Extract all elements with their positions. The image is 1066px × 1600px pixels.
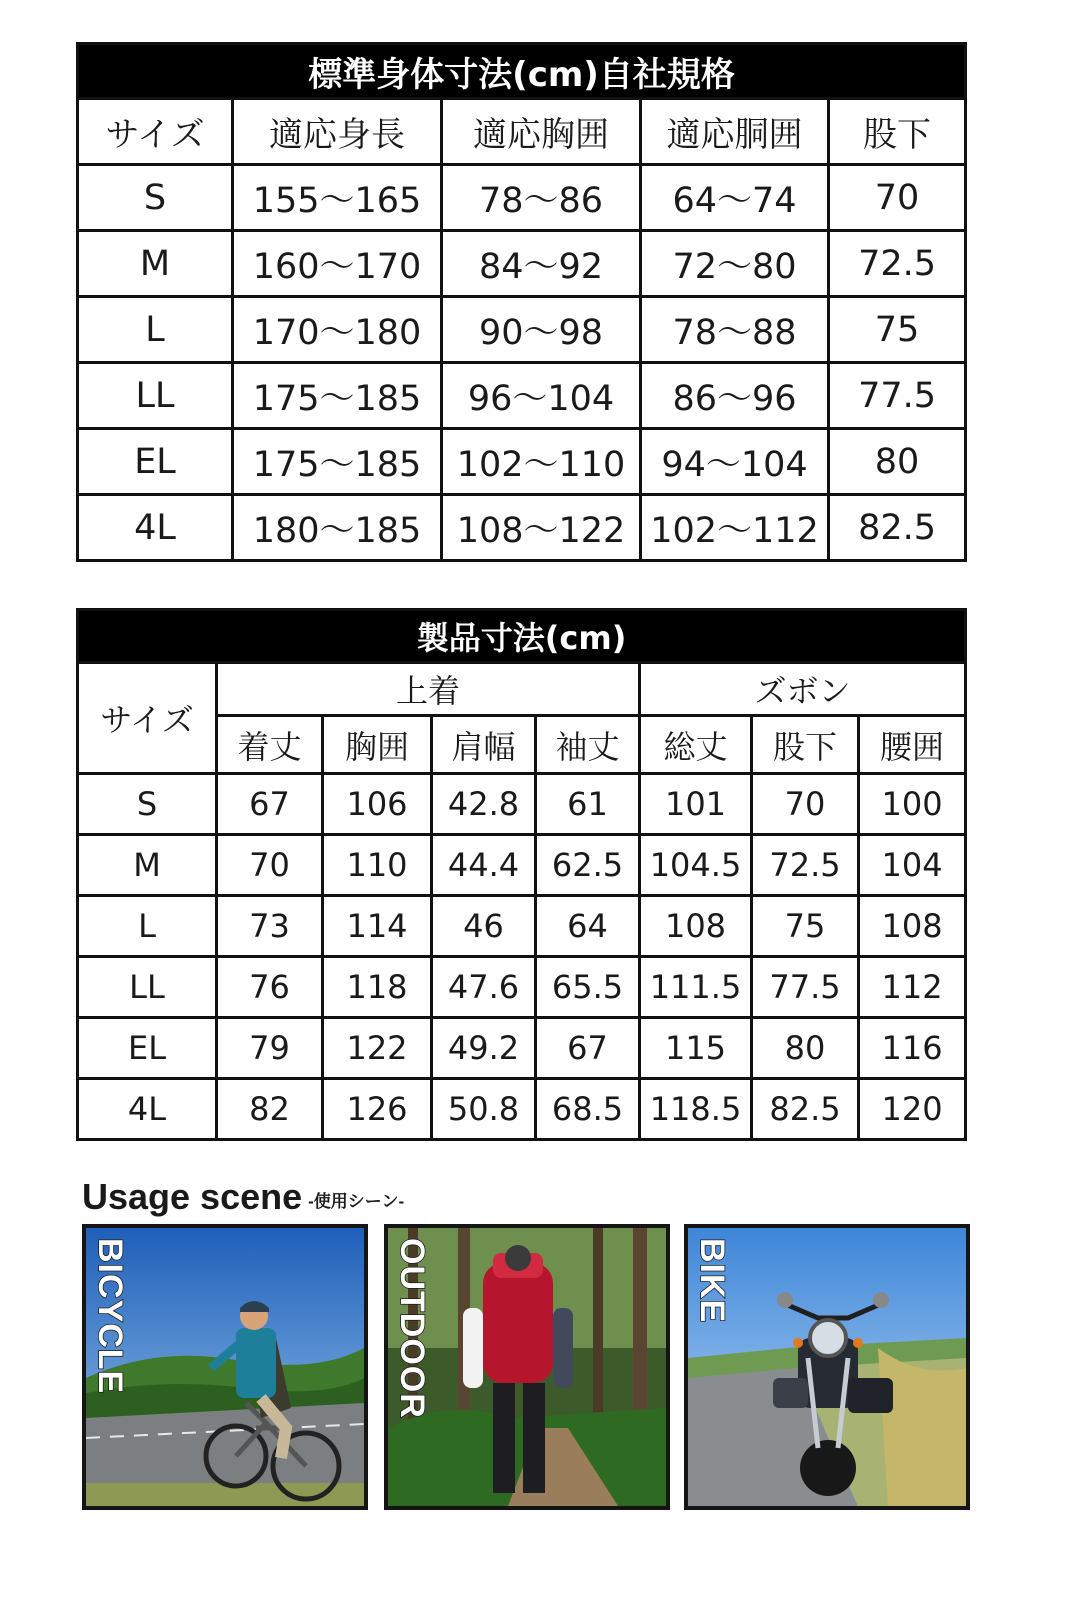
cell-size: LL — [78, 363, 233, 429]
header-size: サイズ — [78, 663, 217, 774]
cell-jacket-length: 82 — [217, 1079, 323, 1140]
table-row — [78, 835, 966, 896]
cell-total-length: 101 — [640, 774, 752, 835]
cell-chest: 122 — [323, 1018, 432, 1079]
table-row — [78, 429, 966, 495]
cell-inseam: 77.5 — [752, 957, 859, 1018]
cell-size: 4L — [78, 1079, 217, 1140]
header-chest: 適応胸囲 — [442, 99, 641, 165]
table-row — [78, 896, 966, 957]
cell-shoulder: 46 — [432, 896, 536, 957]
scene-label-bike: BIKE — [693, 1238, 731, 1324]
cell-height: 160～170 — [233, 231, 442, 297]
header-group-jacket: 上着 — [217, 663, 640, 716]
cell-inseam: 70 — [829, 165, 966, 231]
cell-waist: 94～104 — [641, 429, 829, 495]
cell-size: S — [78, 774, 217, 835]
cell-chest: 110 — [323, 835, 432, 896]
cell-sleeve: 62.5 — [536, 835, 640, 896]
cell-chest: 114 — [323, 896, 432, 957]
cell-sleeve: 68.5 — [536, 1079, 640, 1140]
table-row — [78, 297, 966, 363]
header-inseam: 股下 — [829, 99, 966, 165]
cell-chest: 90～98 — [442, 297, 641, 363]
header-size: サイズ — [78, 99, 233, 165]
header-chest: 胸囲 — [323, 716, 432, 774]
cell-height: 180～185 — [233, 495, 442, 561]
cell-size: EL — [78, 429, 233, 495]
cell-sleeve: 65.5 — [536, 957, 640, 1018]
header-hip: 腰囲 — [859, 716, 966, 774]
cell-size: EL — [78, 1018, 217, 1079]
cell-chest: 96～104 — [442, 363, 641, 429]
table-row — [78, 165, 966, 231]
cell-hip: 104 — [859, 835, 966, 896]
table-row — [78, 774, 966, 835]
cell-shoulder: 49.2 — [432, 1018, 536, 1079]
cell-jacket-length: 73 — [217, 896, 323, 957]
cell-chest: 84～92 — [442, 231, 641, 297]
cell-total-length: 108 — [640, 896, 752, 957]
body-size-table — [76, 42, 967, 562]
table-row — [78, 363, 966, 429]
cell-waist: 86～96 — [641, 363, 829, 429]
cell-inseam: 82.5 — [829, 495, 966, 561]
scene-outdoor — [384, 1224, 670, 1510]
cell-hip: 120 — [859, 1079, 966, 1140]
header-group-pants: ズボン — [640, 663, 966, 716]
body-size-table-title: 標準身体寸法(cm)自社規格 — [78, 44, 966, 99]
cell-size: L — [78, 297, 233, 363]
cell-shoulder: 42.8 — [432, 774, 536, 835]
cell-waist: 78～88 — [641, 297, 829, 363]
cell-sleeve: 67 — [536, 1018, 640, 1079]
header-jacket-length: 着丈 — [217, 716, 323, 774]
cell-chest: 108～122 — [442, 495, 641, 561]
cell-waist: 102～112 — [641, 495, 829, 561]
cell-chest: 118 — [323, 957, 432, 1018]
cell-inseam: 72.5 — [752, 835, 859, 896]
header-shoulder: 肩幅 — [432, 716, 536, 774]
cell-size: LL — [78, 957, 217, 1018]
header-height: 適応身長 — [233, 99, 442, 165]
cell-chest: 102～110 — [442, 429, 641, 495]
cell-inseam: 75 — [829, 297, 966, 363]
cell-total-length: 115 — [640, 1018, 752, 1079]
cell-chest: 106 — [323, 774, 432, 835]
cell-inseam: 80 — [829, 429, 966, 495]
usage-scene-subtitle: -使用シーン- — [308, 1191, 405, 1211]
cell-waist: 72～80 — [641, 231, 829, 297]
cell-total-length: 104.5 — [640, 835, 752, 896]
cell-height: 175～185 — [233, 429, 442, 495]
cell-size: M — [78, 231, 233, 297]
cell-hip: 108 — [859, 896, 966, 957]
table-row — [78, 1018, 966, 1079]
cell-sleeve: 64 — [536, 896, 640, 957]
table-row — [78, 231, 966, 297]
cell-inseam: 75 — [752, 896, 859, 957]
table-row — [78, 495, 966, 561]
scene-label-outdoor: OUTDOOR — [393, 1238, 431, 1419]
cell-jacket-length: 67 — [217, 774, 323, 835]
product-size-table — [76, 608, 967, 1141]
cell-sleeve: 61 — [536, 774, 640, 835]
header-inseam: 股下 — [752, 716, 859, 774]
cell-inseam: 70 — [752, 774, 859, 835]
usage-scene-title-text: Usage scene — [82, 1176, 303, 1217]
cell-hip: 116 — [859, 1018, 966, 1079]
cell-height: 170～180 — [233, 297, 442, 363]
product-size-table-title: 製品寸法(cm) — [78, 610, 966, 663]
cell-inseam: 82.5 — [752, 1079, 859, 1140]
cell-size: M — [78, 835, 217, 896]
usage-scene-title — [82, 1176, 404, 1218]
cell-jacket-length: 79 — [217, 1018, 323, 1079]
header-sleeve: 袖丈 — [536, 716, 640, 774]
cell-shoulder: 50.8 — [432, 1079, 536, 1140]
cell-total-length: 111.5 — [640, 957, 752, 1018]
table-row — [78, 957, 966, 1018]
cell-chest: 126 — [323, 1079, 432, 1140]
cell-inseam: 80 — [752, 1018, 859, 1079]
cell-chest: 78～86 — [442, 165, 641, 231]
cell-hip: 100 — [859, 774, 966, 835]
cell-jacket-length: 76 — [217, 957, 323, 1018]
cell-height: 155～165 — [233, 165, 442, 231]
header-total-length: 総丈 — [640, 716, 752, 774]
cell-size: 4L — [78, 495, 233, 561]
cell-inseam: 72.5 — [829, 231, 966, 297]
cell-hip: 112 — [859, 957, 966, 1018]
cell-size: S — [78, 165, 233, 231]
cell-shoulder: 44.4 — [432, 835, 536, 896]
cell-total-length: 118.5 — [640, 1079, 752, 1140]
cell-inseam: 77.5 — [829, 363, 966, 429]
scene-bicycle — [82, 1224, 368, 1510]
cell-height: 175～185 — [233, 363, 442, 429]
table-row — [78, 1079, 966, 1140]
header-waist: 適応胴囲 — [641, 99, 829, 165]
scene-bike — [684, 1224, 970, 1510]
cell-size: L — [78, 896, 217, 957]
scene-label-bicycle: BICYCLE — [91, 1238, 129, 1395]
cell-shoulder: 47.6 — [432, 957, 536, 1018]
cell-jacket-length: 70 — [217, 835, 323, 896]
cell-waist: 64～74 — [641, 165, 829, 231]
